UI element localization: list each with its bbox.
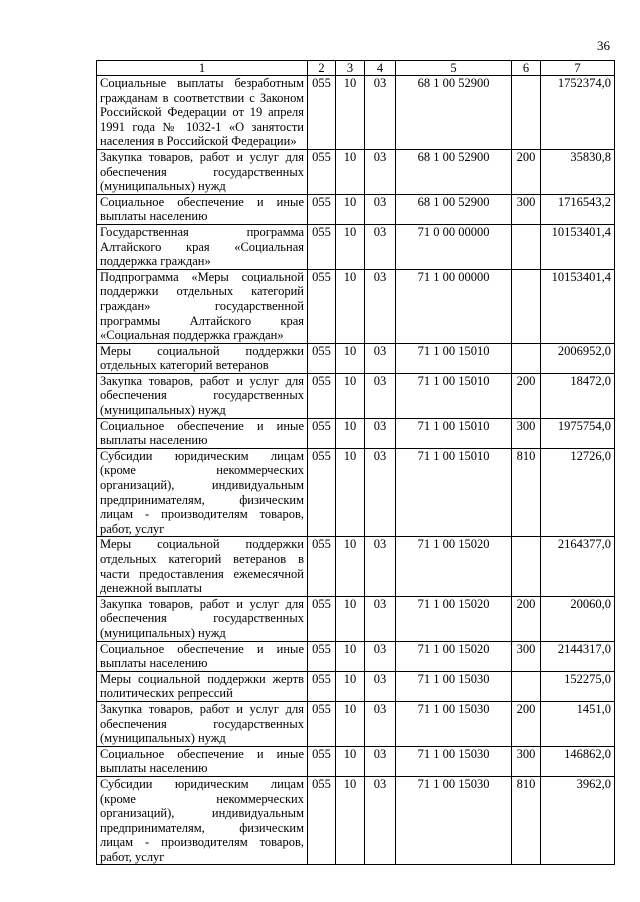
- cell-name: Закупка товаров, работ и услуг для обеспечения государственных (муниципальных) нужд: [97, 149, 308, 194]
- cell-rz: 10: [336, 448, 365, 537]
- cell-vr: [512, 269, 541, 343]
- table-row: [97, 76, 615, 150]
- cell-sum: 3962,0: [541, 776, 615, 865]
- cell-rz: 10: [336, 373, 365, 418]
- cell-pr: 03: [365, 448, 396, 537]
- cell-vr: 300: [512, 641, 541, 671]
- cell-vr: 300: [512, 418, 541, 448]
- cell-vr: 810: [512, 448, 541, 537]
- cell-rz: 10: [336, 596, 365, 641]
- cell-vr: 200: [512, 149, 541, 194]
- header-col-6: 6: [512, 61, 541, 76]
- budget-table: [96, 60, 615, 865]
- cell-vr: 200: [512, 596, 541, 641]
- cell-rz: 10: [336, 149, 365, 194]
- cell-pr: 03: [365, 224, 396, 269]
- cell-name: Субсидии юридическим лицам (кроме некоммерческих организаций), индивидуальным предпринимателям, физическим лицам - производителям товаров, работ, услуг: [97, 776, 308, 865]
- cell-rz: 10: [336, 269, 365, 343]
- cell-sum: 1451,0: [541, 701, 615, 746]
- cell-pr: 03: [365, 373, 396, 418]
- header-col-5: 5: [396, 61, 512, 76]
- table-row: [97, 701, 615, 746]
- table-row: [97, 641, 615, 671]
- cell-ved: 055: [308, 537, 336, 596]
- cell-csr: 68 1 00 52900: [396, 149, 512, 194]
- cell-rz: 10: [336, 418, 365, 448]
- cell-name: Подпрограмма «Меры социальной поддержки отдельных категорий граждан» государственной программы Алтайского края «Социальная поддержка граждан»: [97, 269, 308, 343]
- cell-rz: 10: [336, 76, 365, 150]
- cell-csr: 71 1 00 15030: [396, 701, 512, 746]
- cell-vr: 200: [512, 701, 541, 746]
- cell-csr: 71 1 00 15010: [396, 373, 512, 418]
- cell-sum: 20060,0: [541, 596, 615, 641]
- cell-sum: 12726,0: [541, 448, 615, 537]
- cell-pr: 03: [365, 641, 396, 671]
- cell-csr: 68 1 00 52900: [396, 76, 512, 150]
- page-number: 36: [597, 38, 610, 53]
- cell-sum: 2144317,0: [541, 641, 615, 671]
- cell-sum: 1975754,0: [541, 418, 615, 448]
- table-row: [97, 149, 615, 194]
- cell-vr: 200: [512, 373, 541, 418]
- cell-vr: [512, 343, 541, 373]
- cell-vr: 810: [512, 776, 541, 865]
- cell-vr: 300: [512, 194, 541, 224]
- cell-name: Социальное обеспечение и иные выплаты населению: [97, 418, 308, 448]
- cell-sum: 1716543,2: [541, 194, 615, 224]
- cell-rz: 10: [336, 671, 365, 701]
- cell-rz: 10: [336, 194, 365, 224]
- cell-csr: 71 1 00 15030: [396, 746, 512, 776]
- cell-sum: 146862,0: [541, 746, 615, 776]
- table-row: [97, 776, 615, 865]
- cell-rz: 10: [336, 746, 365, 776]
- cell-rz: 10: [336, 641, 365, 671]
- cell-name: Закупка товаров, работ и услуг для обеспечения государственных (муниципальных) нужд: [97, 373, 308, 418]
- cell-csr: 71 1 00 15020: [396, 641, 512, 671]
- table-row: [97, 418, 615, 448]
- cell-pr: 03: [365, 701, 396, 746]
- cell-name: Государственная программа Алтайского края «Социальная поддержка граждан»: [97, 224, 308, 269]
- table-row: [97, 269, 615, 343]
- cell-sum: 35830,8: [541, 149, 615, 194]
- cell-pr: 03: [365, 537, 396, 596]
- cell-rz: 10: [336, 701, 365, 746]
- table-row: [97, 671, 615, 701]
- cell-rz: 10: [336, 224, 365, 269]
- cell-name: Меры социальной поддержки отдельных категорий ветеранов: [97, 343, 308, 373]
- cell-rz: 10: [336, 343, 365, 373]
- cell-pr: 03: [365, 194, 396, 224]
- header-col-3: 3: [336, 61, 365, 76]
- cell-sum: 18472,0: [541, 373, 615, 418]
- cell-name: Социальное обеспечение и иные выплаты населению: [97, 194, 308, 224]
- cell-ved: 055: [308, 224, 336, 269]
- cell-ved: 055: [308, 269, 336, 343]
- cell-csr: 71 0 00 00000: [396, 224, 512, 269]
- cell-csr: 71 1 00 15030: [396, 776, 512, 865]
- cell-csr: 71 1 00 15020: [396, 596, 512, 641]
- cell-name: Социальные выплаты безработным гражданам в соответствии с Законом Российской Федерации от 19 апреля 1991 года № 1032-1 «О занятости населения в Российской Федерации»: [97, 76, 308, 150]
- table-row: [97, 537, 615, 596]
- cell-vr: [512, 224, 541, 269]
- cell-sum: 10153401,4: [541, 224, 615, 269]
- cell-sum: 2006952,0: [541, 343, 615, 373]
- cell-ved: 055: [308, 701, 336, 746]
- cell-pr: 03: [365, 776, 396, 865]
- table-row: [97, 194, 615, 224]
- cell-vr: [512, 671, 541, 701]
- cell-vr: [512, 537, 541, 596]
- cell-csr: 71 1 00 15010: [396, 448, 512, 537]
- cell-ved: 055: [308, 671, 336, 701]
- cell-ved: 055: [308, 343, 336, 373]
- cell-name: Закупка товаров, работ и услуг для обеспечения государственных (муниципальных) нужд: [97, 596, 308, 641]
- cell-csr: 71 1 00 15030: [396, 671, 512, 701]
- table-row: [97, 373, 615, 418]
- cell-vr: 300: [512, 746, 541, 776]
- cell-name: Социальное обеспечение и иные выплаты населению: [97, 746, 308, 776]
- table-row: [97, 746, 615, 776]
- cell-sum: 10153401,4: [541, 269, 615, 343]
- cell-name: Закупка товаров, работ и услуг для обеспечения государственных (муниципальных) нужд: [97, 701, 308, 746]
- cell-sum: 152275,0: [541, 671, 615, 701]
- cell-rz: 10: [336, 537, 365, 596]
- cell-name: Меры социальной поддержки отдельных категорий ветеранов в части предоставления ежемесячной денежной выплаты: [97, 537, 308, 596]
- cell-ved: 055: [308, 418, 336, 448]
- cell-pr: 03: [365, 76, 396, 150]
- cell-ved: 055: [308, 373, 336, 418]
- cell-vr: [512, 76, 541, 150]
- header-col-4: 4: [365, 61, 396, 76]
- cell-sum: 2164377,0: [541, 537, 615, 596]
- cell-name: Социальное обеспечение и иные выплаты населению: [97, 641, 308, 671]
- cell-ved: 055: [308, 149, 336, 194]
- cell-csr: 71 1 00 00000: [396, 269, 512, 343]
- table-row: [97, 596, 615, 641]
- cell-csr: 71 1 00 15010: [396, 343, 512, 373]
- cell-pr: 03: [365, 746, 396, 776]
- cell-pr: 03: [365, 343, 396, 373]
- table-row: [97, 224, 615, 269]
- cell-ved: 055: [308, 776, 336, 865]
- header-col-1: 1: [97, 61, 308, 76]
- cell-ved: 055: [308, 448, 336, 537]
- cell-pr: 03: [365, 418, 396, 448]
- table-body: [97, 76, 615, 865]
- cell-ved: 055: [308, 596, 336, 641]
- cell-csr: 71 1 00 15020: [396, 537, 512, 596]
- cell-pr: 03: [365, 149, 396, 194]
- cell-rz: 10: [336, 776, 365, 865]
- cell-pr: 03: [365, 269, 396, 343]
- cell-ved: 055: [308, 76, 336, 150]
- cell-ved: 055: [308, 641, 336, 671]
- header-col-7: 7: [541, 61, 615, 76]
- cell-pr: 03: [365, 671, 396, 701]
- cell-name: Меры социальной поддержки жертв политических репрессий: [97, 671, 308, 701]
- table-header-row: [97, 61, 615, 76]
- cell-name: Субсидии юридическим лицам (кроме некоммерческих организаций), индивидуальным предпринимателям, физическим лицам - производителям товаров, работ, услуг: [97, 448, 308, 537]
- table-row: [97, 343, 615, 373]
- table-row: [97, 448, 615, 537]
- cell-sum: 1752374,0: [541, 76, 615, 150]
- cell-ved: 055: [308, 194, 336, 224]
- cell-csr: 71 1 00 15010: [396, 418, 512, 448]
- header-col-2: 2: [308, 61, 336, 76]
- cell-csr: 68 1 00 52900: [396, 194, 512, 224]
- cell-pr: 03: [365, 596, 396, 641]
- cell-ved: 055: [308, 746, 336, 776]
